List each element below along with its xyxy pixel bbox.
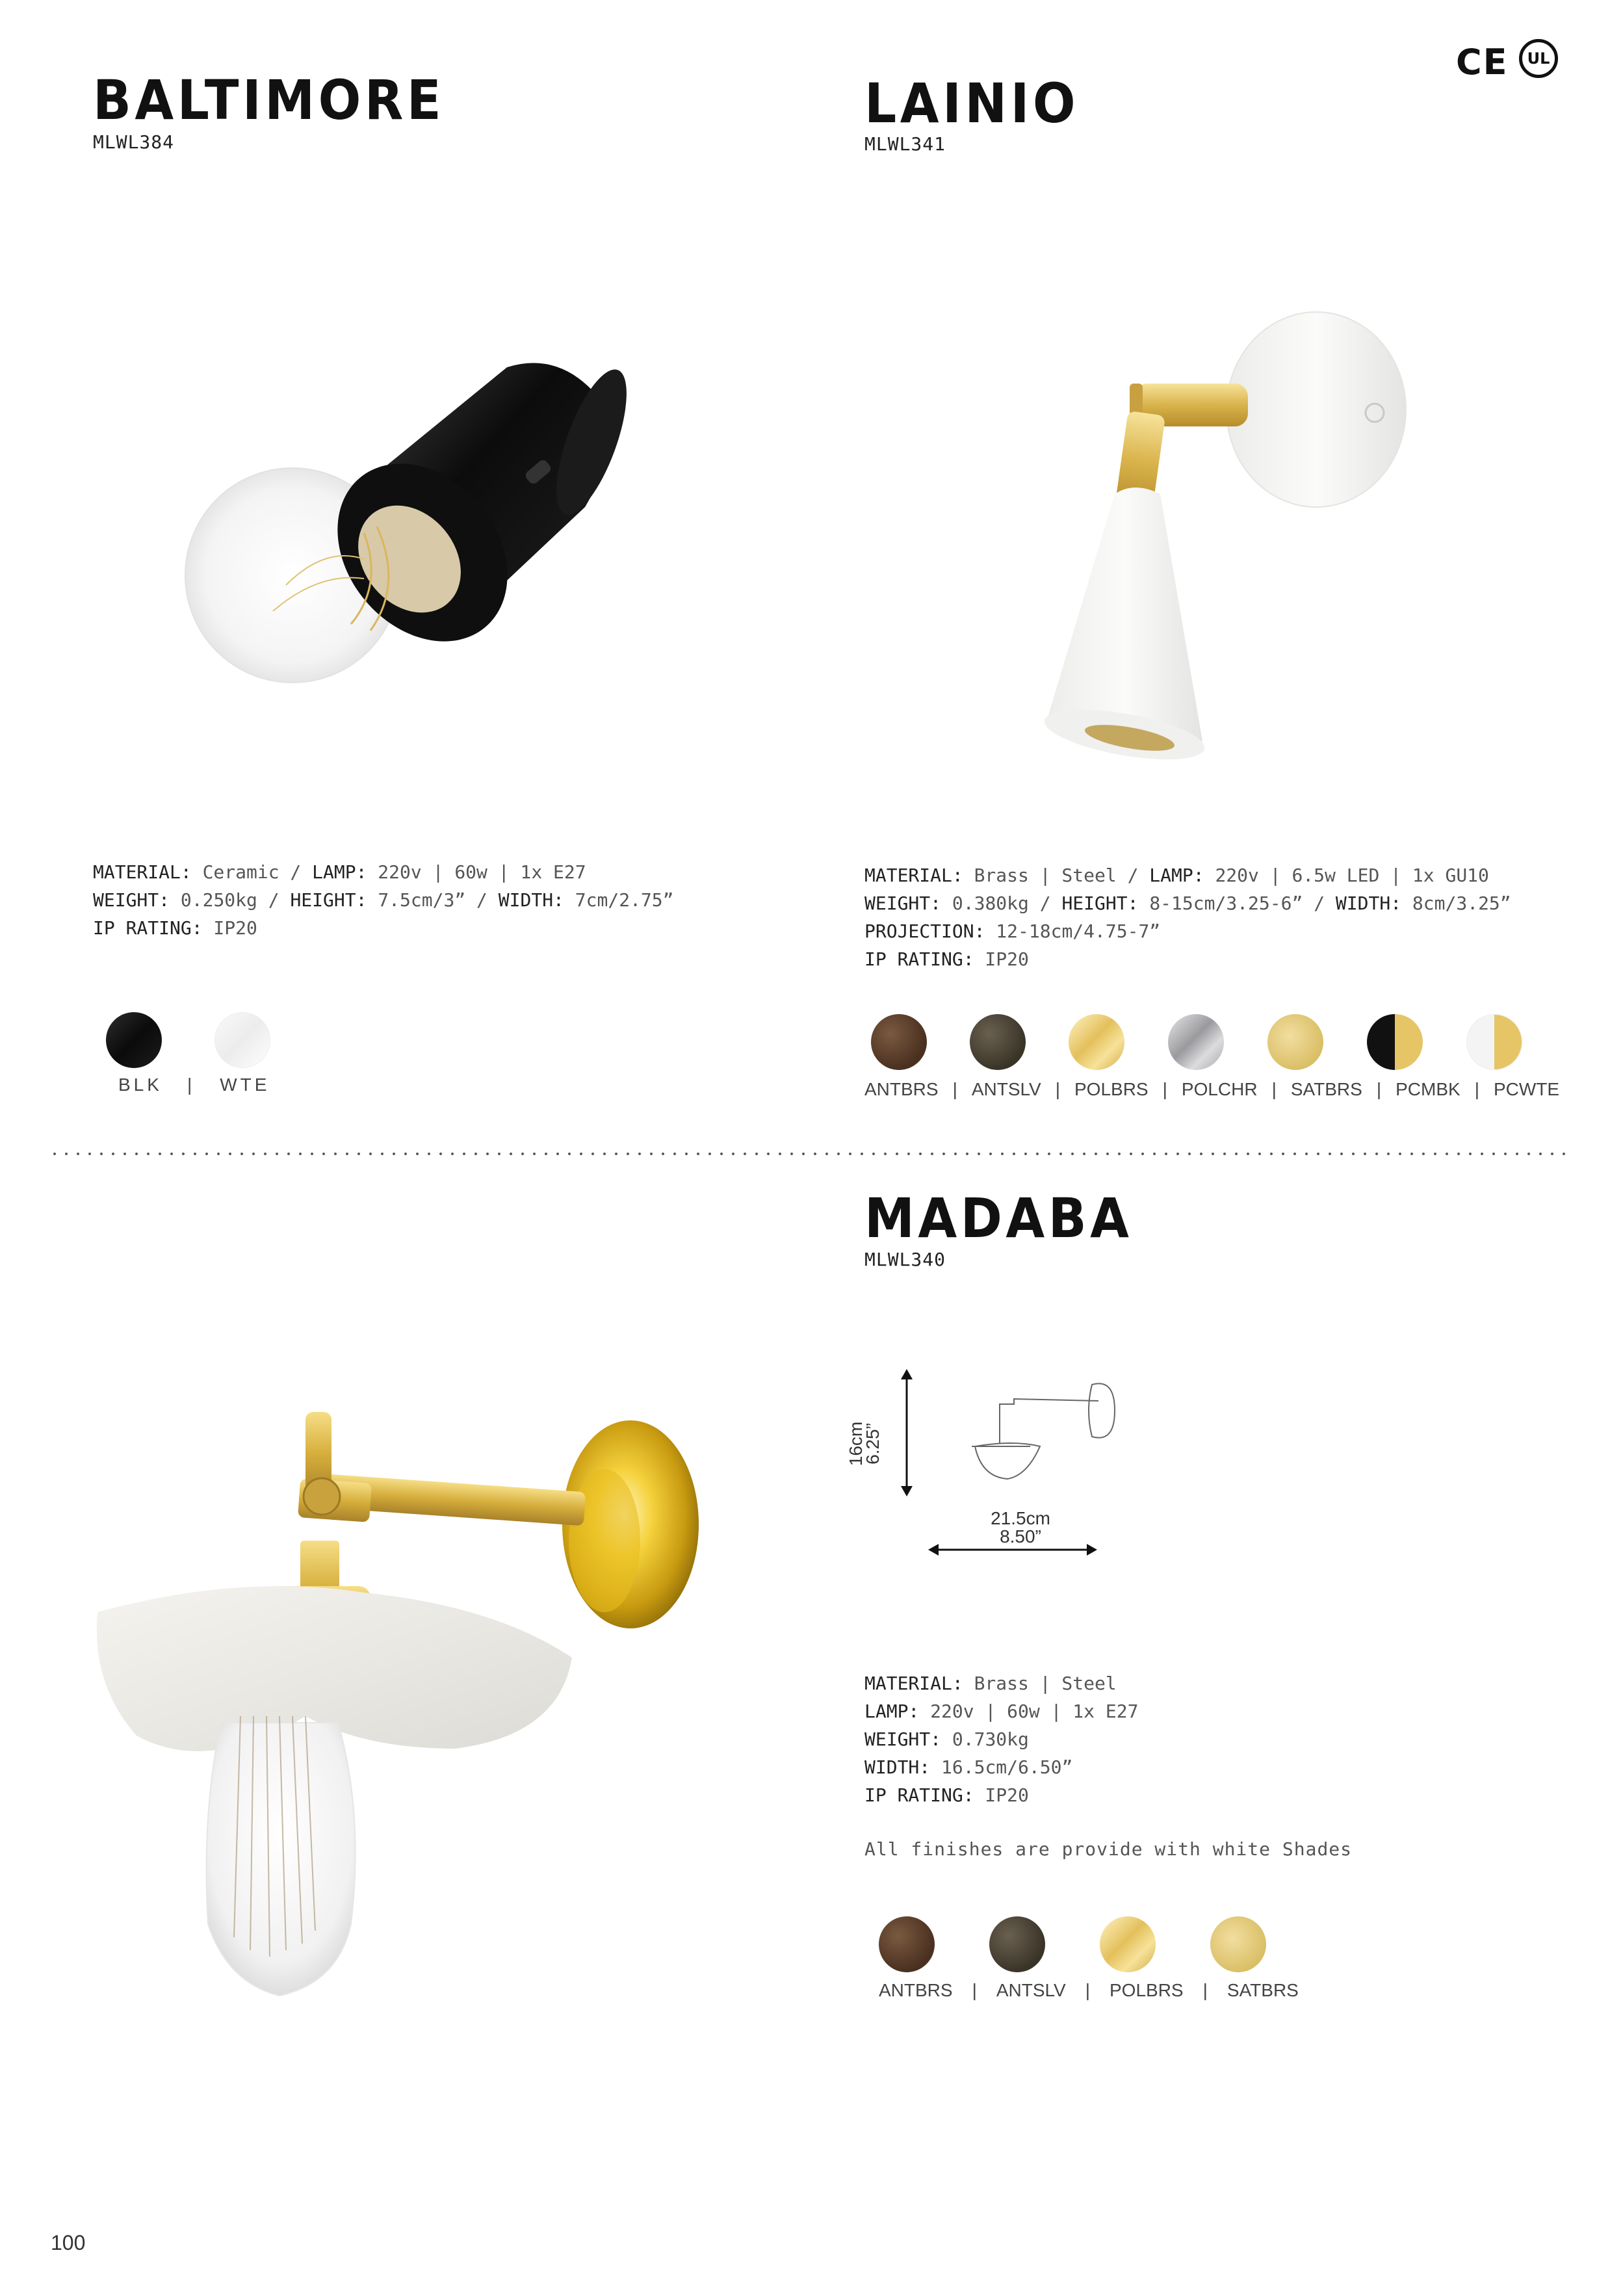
lainio-lamp-image (962, 286, 1430, 780)
ce-mark: CE (1456, 42, 1509, 83)
finish-labels: ANTBRS | ANTSLV | POLBRS | SATBRS (879, 1980, 1299, 2000)
madaba-lamp-image (91, 1411, 715, 2035)
finish-swatch-satbrs (1267, 1014, 1323, 1070)
product-code: MLWL384 (93, 131, 175, 153)
finish-swatch-antslv (970, 1014, 1026, 1070)
spec-block (864, 861, 1511, 973)
height-label: 16cm 6.25” (846, 1421, 883, 1467)
width-label: 21.5cm 8.50” (991, 1508, 1050, 1546)
spec-line: PROJECTION: 12-18cm/4.75-7” (864, 920, 1161, 942)
finish-swatch-polbrs (1069, 1014, 1124, 1070)
product-code: MLWL341 (864, 133, 946, 155)
finish-label: POLCHR (1181, 1079, 1258, 1099)
finish-swatch-wte (214, 1012, 270, 1068)
finish-labels: BLK | WTE (118, 1075, 270, 1095)
finish-labels: ANTBRS | ANTSLV | POLBRS | POLCHR | SATBRS | PCMBK | PCWTE (864, 1079, 1560, 1099)
finish-label: POLBRS (1110, 1980, 1184, 2000)
spec-line: IP RATING: IP20 (864, 1784, 1029, 1806)
finish-swatch-antbrs (871, 1014, 927, 1070)
finish-label: ANTBRS (879, 1980, 953, 2000)
product-title: LAINIO (864, 72, 1080, 135)
finish-swatch-pcmbk (1367, 1014, 1423, 1070)
finish-swatch-antbrs (879, 1916, 935, 1972)
finish-swatch-antslv (989, 1916, 1045, 1972)
dimension-diagram (846, 1365, 1124, 1573)
page-number: 100 (51, 2231, 86, 2254)
spec-line: MATERIAL: Brass | Steel / LAMP: 220v | 6.5w LED | 1x GU10 (864, 865, 1489, 886)
spec-line: WEIGHT: 0.250kg / HEIGHT: 7.5cm/3” / WIDTH: 7cm/2.75” (93, 889, 674, 911)
shade-note: All finishes are provide with white Shades (864, 1838, 1353, 1860)
finish-label: ANTSLV (996, 1980, 1066, 2000)
section-divider (49, 1153, 1573, 1155)
finish-swatch-blk (106, 1012, 162, 1068)
finish-label: SATBRS (1227, 1980, 1299, 2000)
finish-label: PCWTE (1493, 1079, 1560, 1099)
spec-line: LAMP: 220v | 60w | 1x E27 (864, 1701, 1139, 1722)
finish-swatch-polchr (1168, 1014, 1224, 1070)
spec-block (864, 1669, 1138, 1809)
product-code: MLWL340 (864, 1249, 946, 1270)
spec-line: MATERIAL: Brass | Steel (864, 1673, 1117, 1694)
certification-marks (1456, 39, 1573, 85)
spec-line: IP RATING: IP20 (864, 948, 1029, 970)
finish-swatch-polbrs (1100, 1916, 1156, 1972)
product-title: BALTIMORE (93, 68, 445, 132)
ul-mark: UL (1519, 39, 1558, 78)
finish-label: ANTSLV (971, 1079, 1041, 1099)
spec-line: WEIGHT: 0.380kg / HEIGHT: 8-15cm/3.25-6” / WIDTH: 8cm/3.25” (864, 893, 1511, 914)
finish-label: POLBRS (1074, 1079, 1149, 1099)
spec-block (93, 858, 674, 942)
finish-label: SATBRS (1290, 1079, 1362, 1099)
finish-label: BLK (118, 1075, 162, 1095)
finish-swatch-pcwte (1466, 1014, 1522, 1070)
spec-line: MATERIAL: Ceramic / LAMP: 220v | 60w | 1x E27 (93, 861, 586, 883)
product-title: MADABA (864, 1186, 1133, 1250)
finish-label: ANTBRS (864, 1079, 939, 1099)
finish-swatch-satbrs (1210, 1916, 1266, 1972)
finish-label: WTE (220, 1075, 270, 1095)
spec-line: IP RATING: IP20 (93, 917, 257, 939)
baltimore-lamp-image (169, 338, 637, 702)
spec-line: WIDTH: 16.5cm/6.50” (864, 1756, 1073, 1778)
finish-label: PCMBK (1396, 1079, 1461, 1099)
spec-line: WEIGHT: 0.730kg (864, 1729, 1029, 1750)
